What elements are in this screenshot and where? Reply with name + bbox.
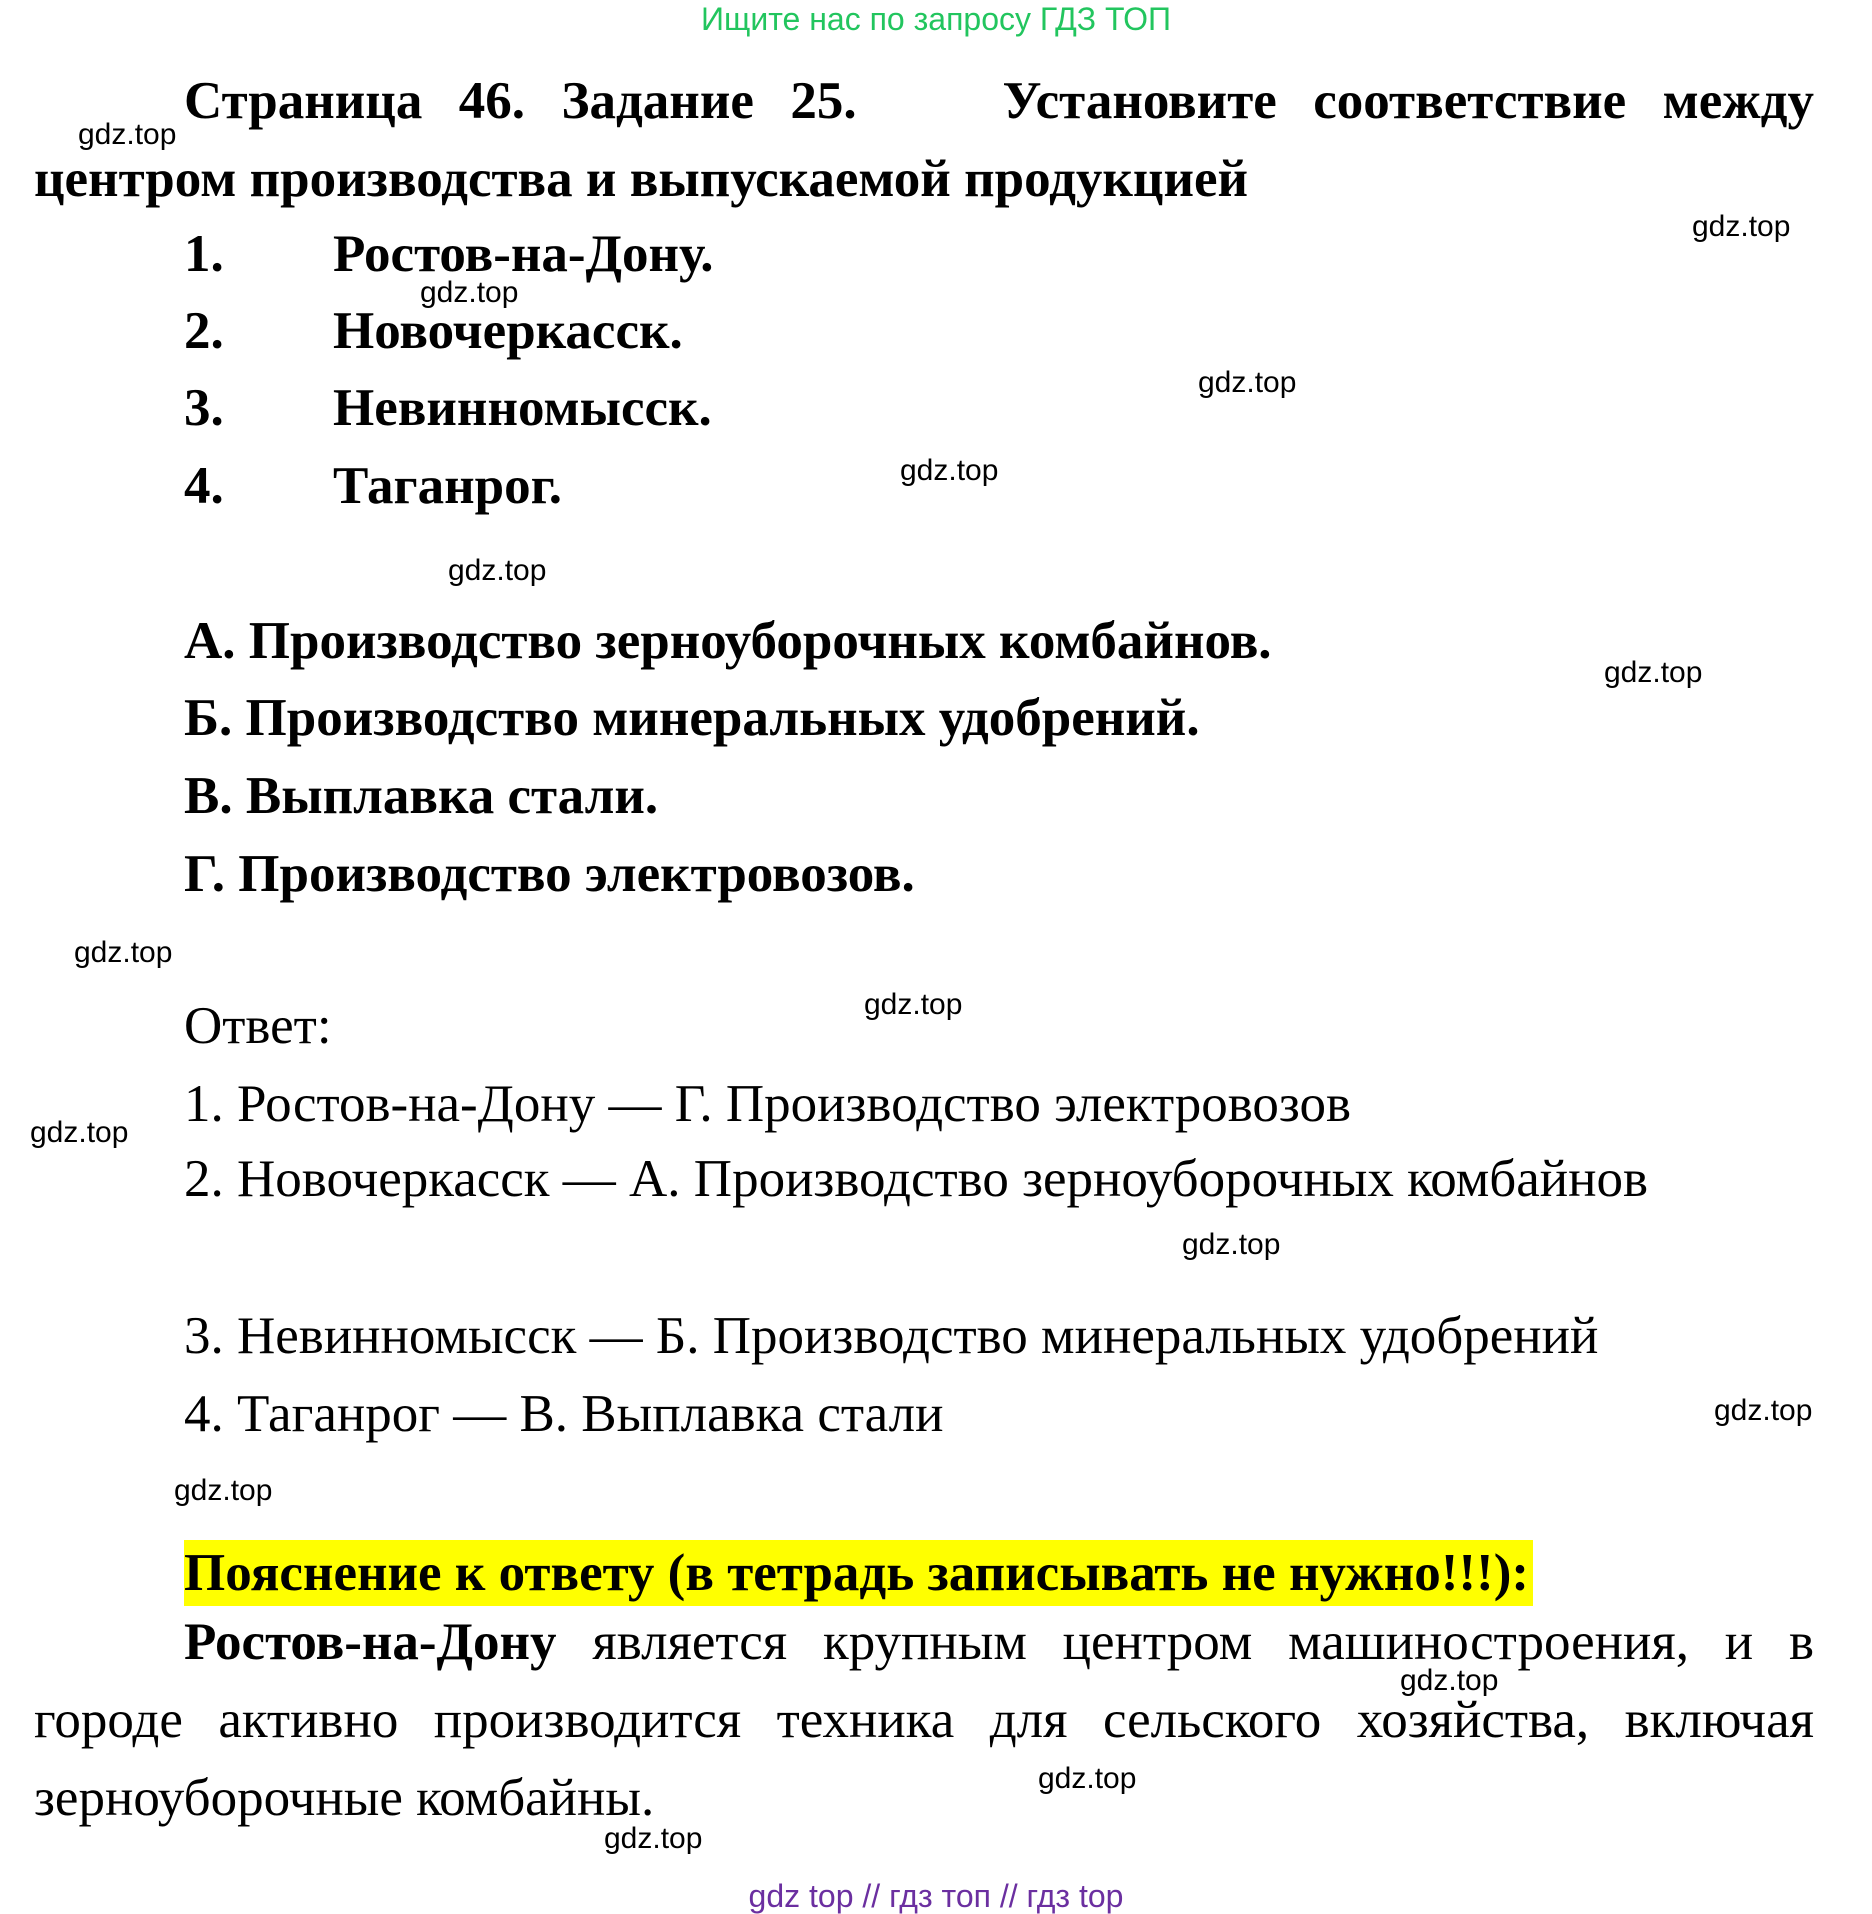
watermark: gdz.top [1182,1228,1281,1261]
item-text-2: Новочеркасск. [333,302,683,360]
watermark: gdz.top [420,276,519,309]
watermark: gdz.top [1604,656,1703,689]
watermark: gdz.top [1692,210,1791,243]
item-number-2: 2. [184,302,224,360]
page-title [34,62,1814,218]
watermark: gdz.top [30,1116,129,1149]
answer-line-3: 3. Невинномысск — Б. Производство минеральных удобрений [184,1307,1599,1365]
item-text-4: Таганрог. [333,457,562,515]
answer-line-4: 4. Таганрог — В. Выплавка стали [184,1385,944,1443]
title-text: Установите соответствие между центром производства и выпускаемой продукцией [34,72,1814,208]
explanation-text: является крупным центром машиностроения, и в городе активно производится техника для сельского хозяйства, включая зерноуборочные комбайны. [34,1613,1814,1827]
option-a: А. Производство зерноуборочных комбайнов. [184,612,1272,670]
option-b: Б. Производство минеральных удобрений. [184,689,1200,747]
watermark: gdz.top [1198,366,1297,399]
footer-links[interactable]: gdz top // гдз топ // гдз top [748,1878,1124,1914]
explanation-paragraph [34,1603,1814,1837]
item-number-1: 1. [184,225,224,283]
item-number-4: 4. [184,457,224,515]
watermark: gdz.top [1714,1394,1813,1427]
item-text-1: Ростов-на-Дону. [333,225,714,283]
watermark: gdz.top [1038,1762,1137,1795]
option-d: Г. Производство электровозов. [184,845,915,903]
watermark: gdz.top [1400,1664,1499,1697]
watermark: gdz.top [900,454,999,487]
watermark: gdz.top [448,554,547,587]
answer-label: Ответ: [184,997,332,1055]
explanation-bold-start: Ростов-на-Дону [184,1613,557,1671]
top-banner[interactable]: Ищите нас по запросу ГДЗ ТОП [701,1,1171,37]
option-c: В. Выплавка стали. [184,767,659,825]
watermark: gdz.top [604,1822,703,1855]
watermark: gdz.top [78,118,177,151]
item-text-3: Невинномысск. [333,379,712,437]
answer-line-1: 1. Ростов-на-Дону — Г. Производство электровозов [184,1075,1352,1133]
explanation-heading: Пояснение к ответу (в тетрадь записывать не нужно!!!): [184,1540,1533,1606]
answer-line-2: 2. Новочеркасск — А. Производство зерноуборочных комбайнов [184,1150,1648,1208]
watermark: gdz.top [174,1474,273,1507]
title-prefix: Страница 46. Задание 25. [184,72,857,130]
watermark: gdz.top [74,936,173,969]
item-number-3: 3. [184,379,224,437]
watermark: gdz.top [864,988,963,1021]
